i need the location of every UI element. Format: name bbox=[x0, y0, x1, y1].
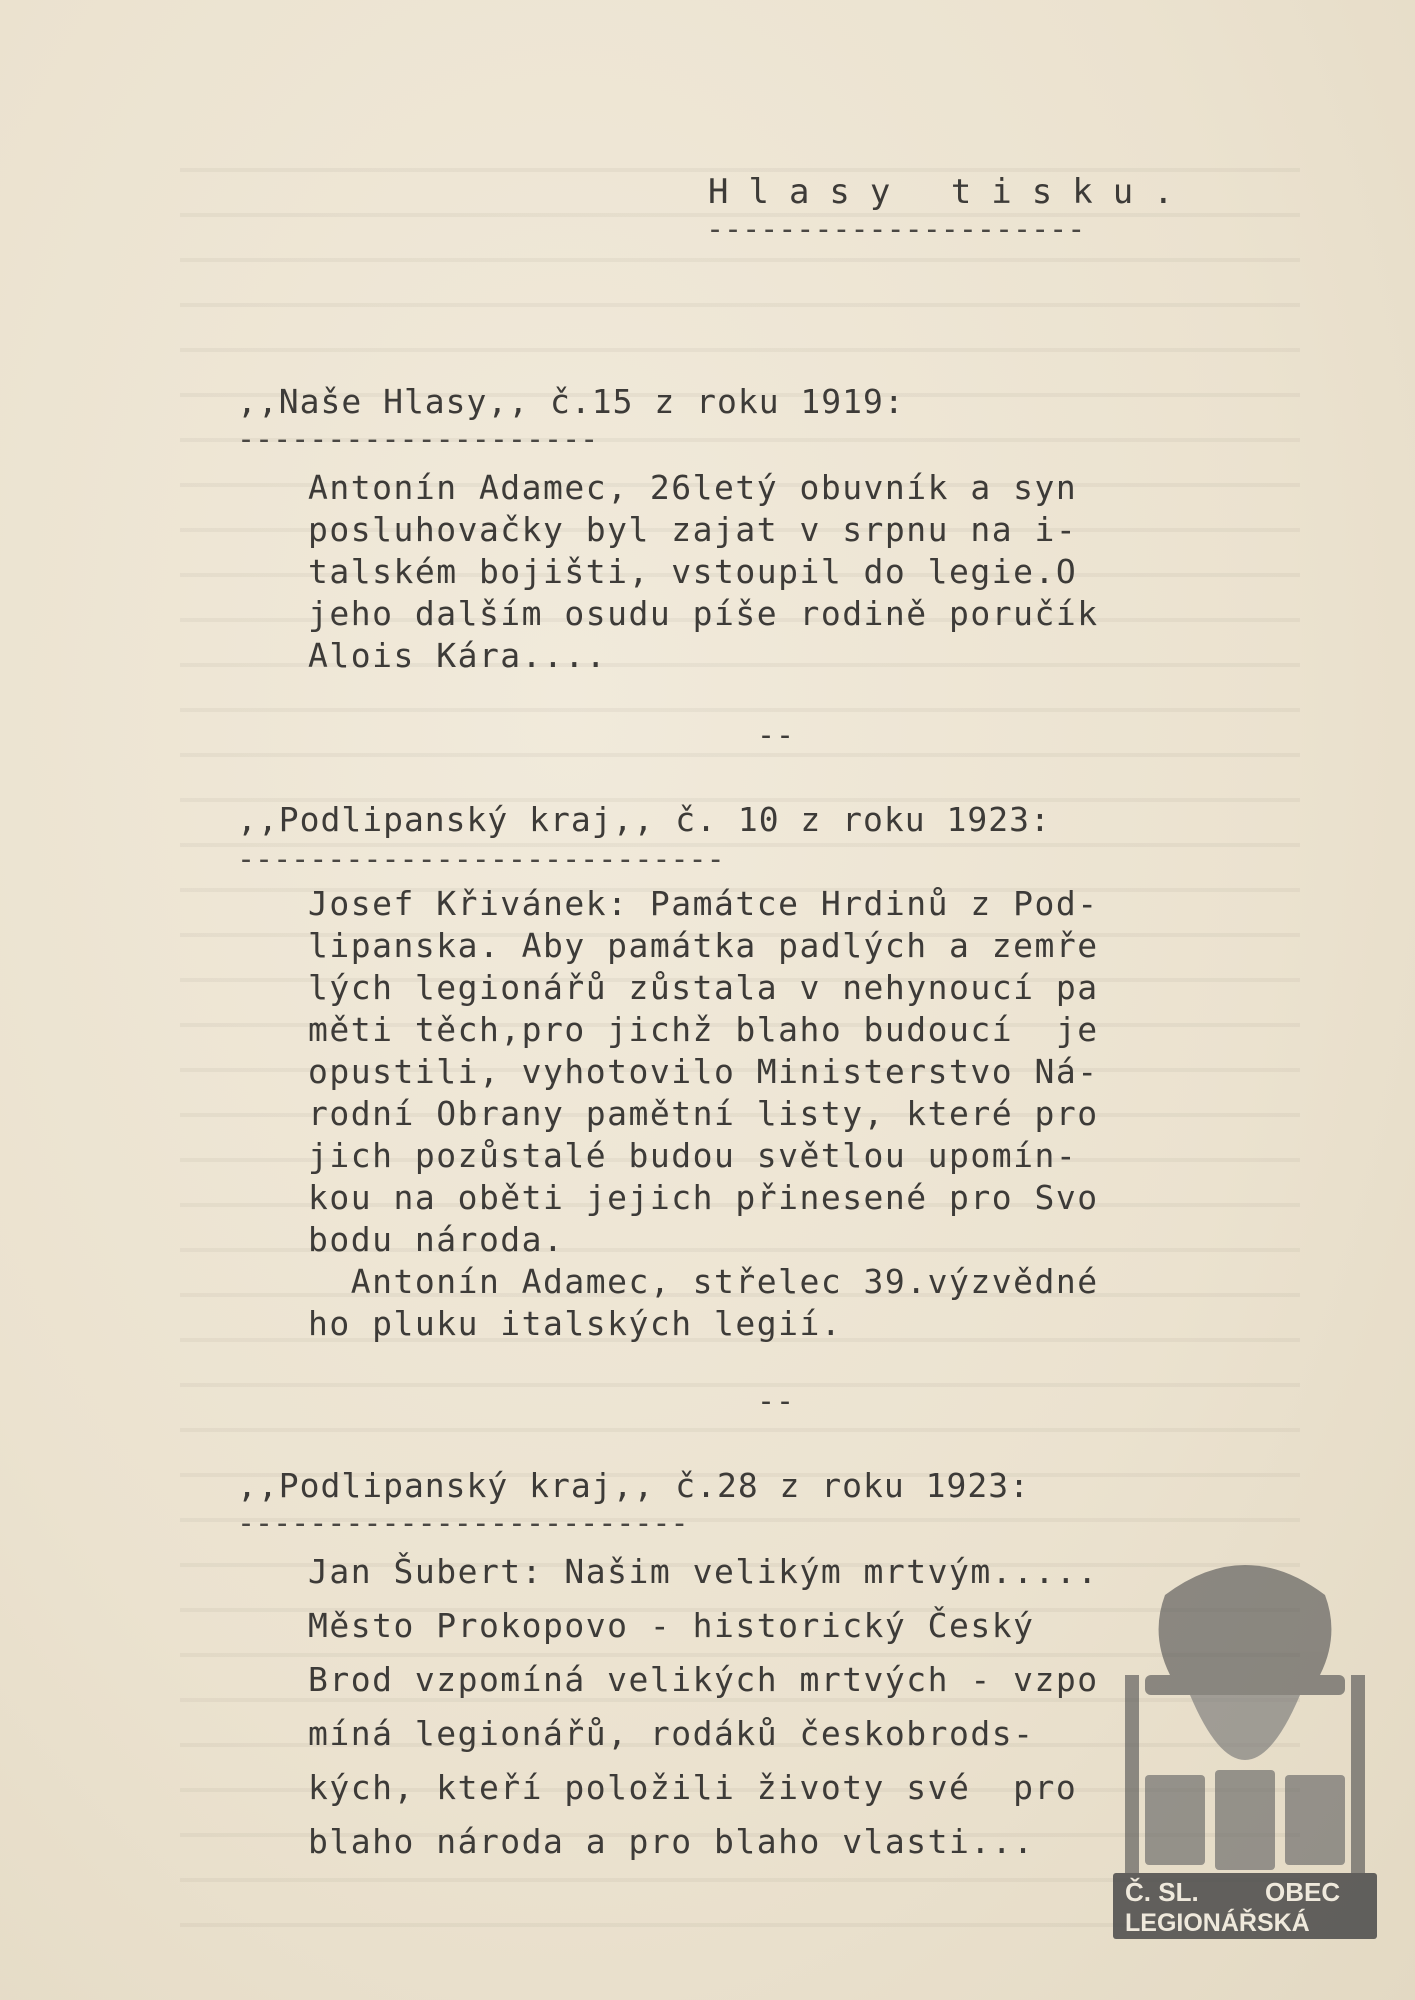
section-1-line: talském bojišti, vstoupil do legie.O bbox=[308, 552, 1078, 591]
section-2-line: lých legionářů zůstala v nehynoucí pa bbox=[308, 968, 1099, 1007]
svg-text:OBEC: OBEC bbox=[1265, 1877, 1341, 1907]
section-3-line: Jan Šubert: Našim velikým mrtvým..... bbox=[308, 1552, 1099, 1591]
section-2-line: opustili, vyhotovilo Ministerstvo Ná- bbox=[308, 1052, 1099, 1091]
section-2-line: měti těch,pro jichž blaho budoucí je bbox=[308, 1010, 1099, 1049]
page-title: Hlasy tisku. bbox=[708, 172, 1194, 212]
section-2-line: lipanska. Aby památka padlých a zemře bbox=[308, 926, 1099, 965]
section-2-line: Antonín Adamec, střelec 39.výzvědné bbox=[308, 1262, 1099, 1301]
section-1-line: jeho dalším osudu píše rodině poručík bbox=[308, 594, 1099, 633]
section-3-line: Brod vzpomíná velikých mrtvých - vzpo bbox=[308, 1660, 1099, 1699]
section-2-line: Josef Křivánek: Památce Hrdinů z Pod- bbox=[308, 884, 1099, 923]
section-1-line: Alois Kára.... bbox=[308, 636, 608, 675]
section-2-line: ho pluku italských legií. bbox=[308, 1304, 843, 1343]
section-1-line: Antonín Adamec, 26letý obuvník a syn bbox=[308, 468, 1078, 507]
section-separator: -- bbox=[757, 718, 796, 753]
section-3-line: Město Prokopovo - historický Český bbox=[308, 1606, 1035, 1645]
heading-underline-3: ------------------------- bbox=[237, 1506, 689, 1541]
section-2-line: jich pozůstalé budou světlou upomín- bbox=[308, 1136, 1078, 1175]
section-separator: -- bbox=[757, 1384, 796, 1419]
section-heading-1: ,,Naše Hlasy,, č.15 z roku 1919: bbox=[237, 382, 905, 421]
section-heading-2: ,,Podlipanský kraj,, č. 10 z roku 1923: bbox=[237, 800, 1051, 839]
legion-emblem-watermark bbox=[1105, 1525, 1385, 1945]
section-3-line: míná legionářů, rodáků českobrods- bbox=[308, 1714, 1035, 1753]
svg-text:LEGIONÁŘSKÁ: LEGIONÁŘSKÁ bbox=[1125, 1909, 1310, 1937]
section-2-line: bodu národa. bbox=[308, 1220, 565, 1259]
title-underline: --------------------- bbox=[706, 212, 1086, 247]
section-heading-3: ,,Podlipanský kraj,, č.28 z roku 1923: bbox=[237, 1466, 1030, 1505]
heading-underline-1: -------------------- bbox=[237, 422, 599, 457]
section-2-line: rodní Obrany pamětní listy, které pro bbox=[308, 1094, 1099, 1133]
section-1-line: posluhovačky byl zajat v srpnu na i- bbox=[308, 510, 1078, 549]
heading-underline-2: --------------------------- bbox=[237, 842, 725, 877]
section-3-line: blaho národa a pro blaho vlasti... bbox=[308, 1822, 1035, 1861]
section-3-line: kých, kteří položili životy své pro bbox=[308, 1768, 1078, 1807]
section-2-line: kou na oběti jejich přinesené pro Svo bbox=[308, 1178, 1099, 1217]
svg-text:Č. SL.: Č. SL. bbox=[1125, 1877, 1199, 1907]
